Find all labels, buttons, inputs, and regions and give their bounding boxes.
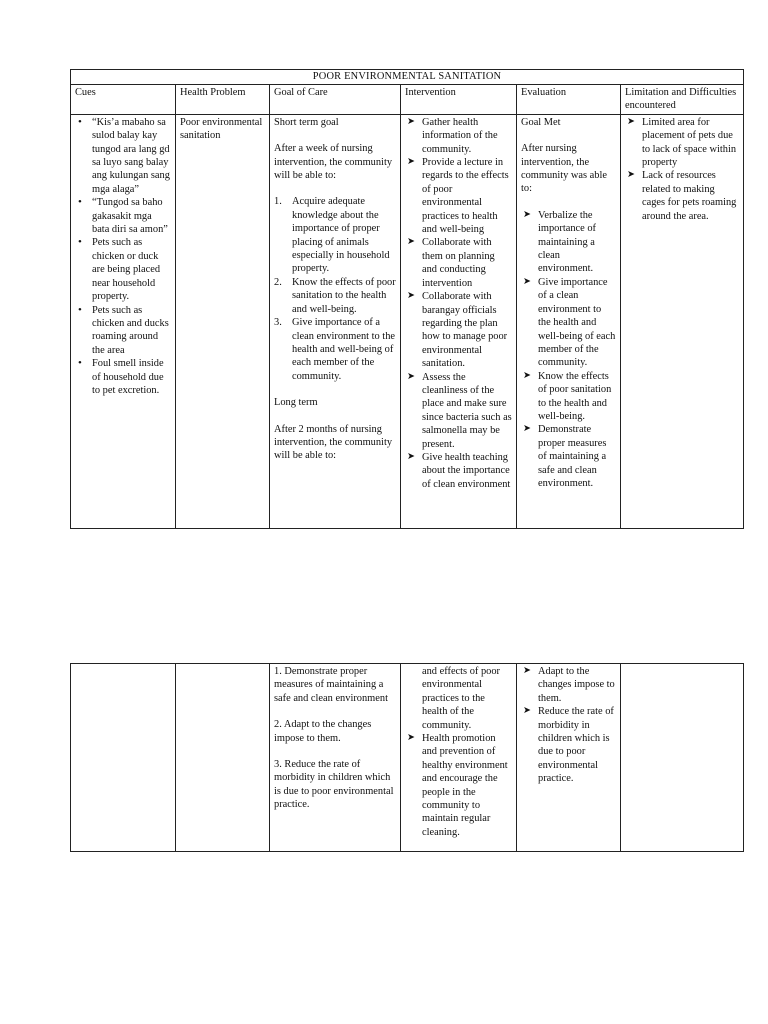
item-text: Give importance of a clean environment to the health and well-being of each member of the community. <box>292 317 396 382</box>
care-plan-continuation-table <box>70 663 744 852</box>
goal-of-care-cell <box>270 664 401 852</box>
intervention-cell <box>401 664 517 852</box>
list-item: ➤ Know the effects of poor sanitation to the health and well-being. <box>521 370 616 424</box>
header-goal-of-care: Goal of Care <box>270 85 401 115</box>
item-number: 2. <box>274 276 282 288</box>
evaluation-cell <box>517 664 621 852</box>
intervention-cell <box>401 114 517 528</box>
intervention-continued-text: and effects of poor environmental practices to the health of the community. <box>422 666 500 731</box>
list-item: • Foul smell inside of household due to pet excretion. <box>75 357 171 397</box>
header-evaluation: Evaluation <box>517 85 621 115</box>
cues-list <box>75 116 171 398</box>
list-item: • Pets such as chicken or duck are being placed near household property. <box>75 236 171 303</box>
list-item <box>274 195 396 275</box>
list-item: ➤ Assess the cleanliness of the place and make sure since bacteria such as salmonella may be present. <box>405 371 512 451</box>
list-item: • “Kis’a mabaho sa sulod balay kay tungod ara lang gd sa luyo sang balay ang kulungan sang mga alaga” <box>75 116 171 196</box>
header-row <box>71 85 744 115</box>
item-text: Know the effects of poor sanitation to the health and well-being. <box>292 276 396 315</box>
evaluation-list <box>521 665 616 786</box>
header-intervention: Intervention <box>401 85 517 115</box>
health-problem-cell <box>176 114 270 528</box>
limitations-cell <box>621 114 744 528</box>
list-item <box>274 276 396 316</box>
list-item <box>274 316 396 383</box>
goal-text: 1. Demonstrate proper measures of maintaining a safe and clean environment <box>274 666 388 704</box>
list-item: ➤ Gather health information of the community. <box>405 116 512 156</box>
cues-cell <box>71 664 176 852</box>
list-item: ➤ Limited area for placement of pets due to lack of space within property <box>625 116 739 170</box>
evaluation-heading: Goal Met <box>521 116 561 128</box>
limitations-cell <box>621 664 744 852</box>
list-item: ➤ Adapt to the changes impose to them. <box>521 665 616 705</box>
goal-of-care-cell <box>270 114 401 528</box>
evaluation-list <box>521 209 616 491</box>
long-term-heading: Long term <box>274 397 318 409</box>
short-term-heading: Short term goal <box>274 116 339 128</box>
care-plan-table <box>70 69 744 529</box>
list-item: ➤ Health promotion and prevention of healthy environment and encourage the people in the community to maintain regular cleaning. <box>405 732 512 839</box>
health-problem-cell <box>176 664 270 852</box>
list-item: ➤ Give importance of a clean environment to the health and well-being of each member of the community. <box>521 276 616 370</box>
header-limitations: Limitation and Difficulties encountered <box>621 85 744 115</box>
list-item: ➤ Collaborate with them on planning and conducting intervention <box>405 236 512 290</box>
list-item: ➤ Lack of resources related to making cages for pets roaming around the area. <box>625 169 739 223</box>
list-item: ➤ Provide a lecture in regards to the effects of poor environmental practices to health and well-being <box>405 156 512 236</box>
limitations-list <box>625 116 739 223</box>
cues-cell <box>71 114 176 528</box>
short-term-intro: After a week of nursing intervention, the community will be able to: <box>274 143 393 182</box>
health-problem-text: Poor environmental sanitation <box>180 116 263 142</box>
goal-text: 2. Adapt to the changes impose to them. <box>274 719 372 744</box>
evaluation-cell <box>517 114 621 528</box>
list-item: • “Tungod sa baho gakasakit mga bata diri sa amon” <box>75 196 171 236</box>
intervention-list <box>405 116 512 491</box>
long-term-intro: After 2 months of nursing intervention, the community will be able to: <box>274 423 393 462</box>
intervention-list <box>405 732 512 839</box>
item-number: 3. <box>274 317 282 329</box>
header-health-problem: Health Problem <box>176 85 270 115</box>
list-item: ➤ Reduce the rate of morbidity in children which is due to poor environmental practice. <box>521 705 616 785</box>
item-text: Acquire adequate knowledge about the importance of proper placing of animals especially in household property. <box>292 196 390 275</box>
item-number: 1. <box>274 196 282 208</box>
header-cues: Cues <box>71 85 176 115</box>
list-item: ➤ Give health teaching about the importance of clean environment <box>405 451 512 491</box>
list-item: ➤ Collaborate with barangay officials regarding the plan how to manage poor environmental sanitation. <box>405 290 512 370</box>
table-title: POOR ENVIRONMENTAL SANITATION <box>71 70 744 85</box>
evaluation-intro: After nursing intervention, the community was able to: <box>521 143 607 195</box>
list-item: • Pets such as chicken and ducks roaming around the area <box>75 304 171 358</box>
table-row <box>71 114 744 528</box>
goal-text: 3. Reduce the rate of morbidity in children which is due to poor environmental practice. <box>274 759 394 811</box>
short-term-goals <box>274 195 396 383</box>
list-item: ➤ Demonstrate proper measures of maintaining a safe and clean environment. <box>521 423 616 490</box>
table-row <box>71 664 744 852</box>
list-item: ➤ Verbalize the importance of maintaining a clean environment. <box>521 209 616 276</box>
